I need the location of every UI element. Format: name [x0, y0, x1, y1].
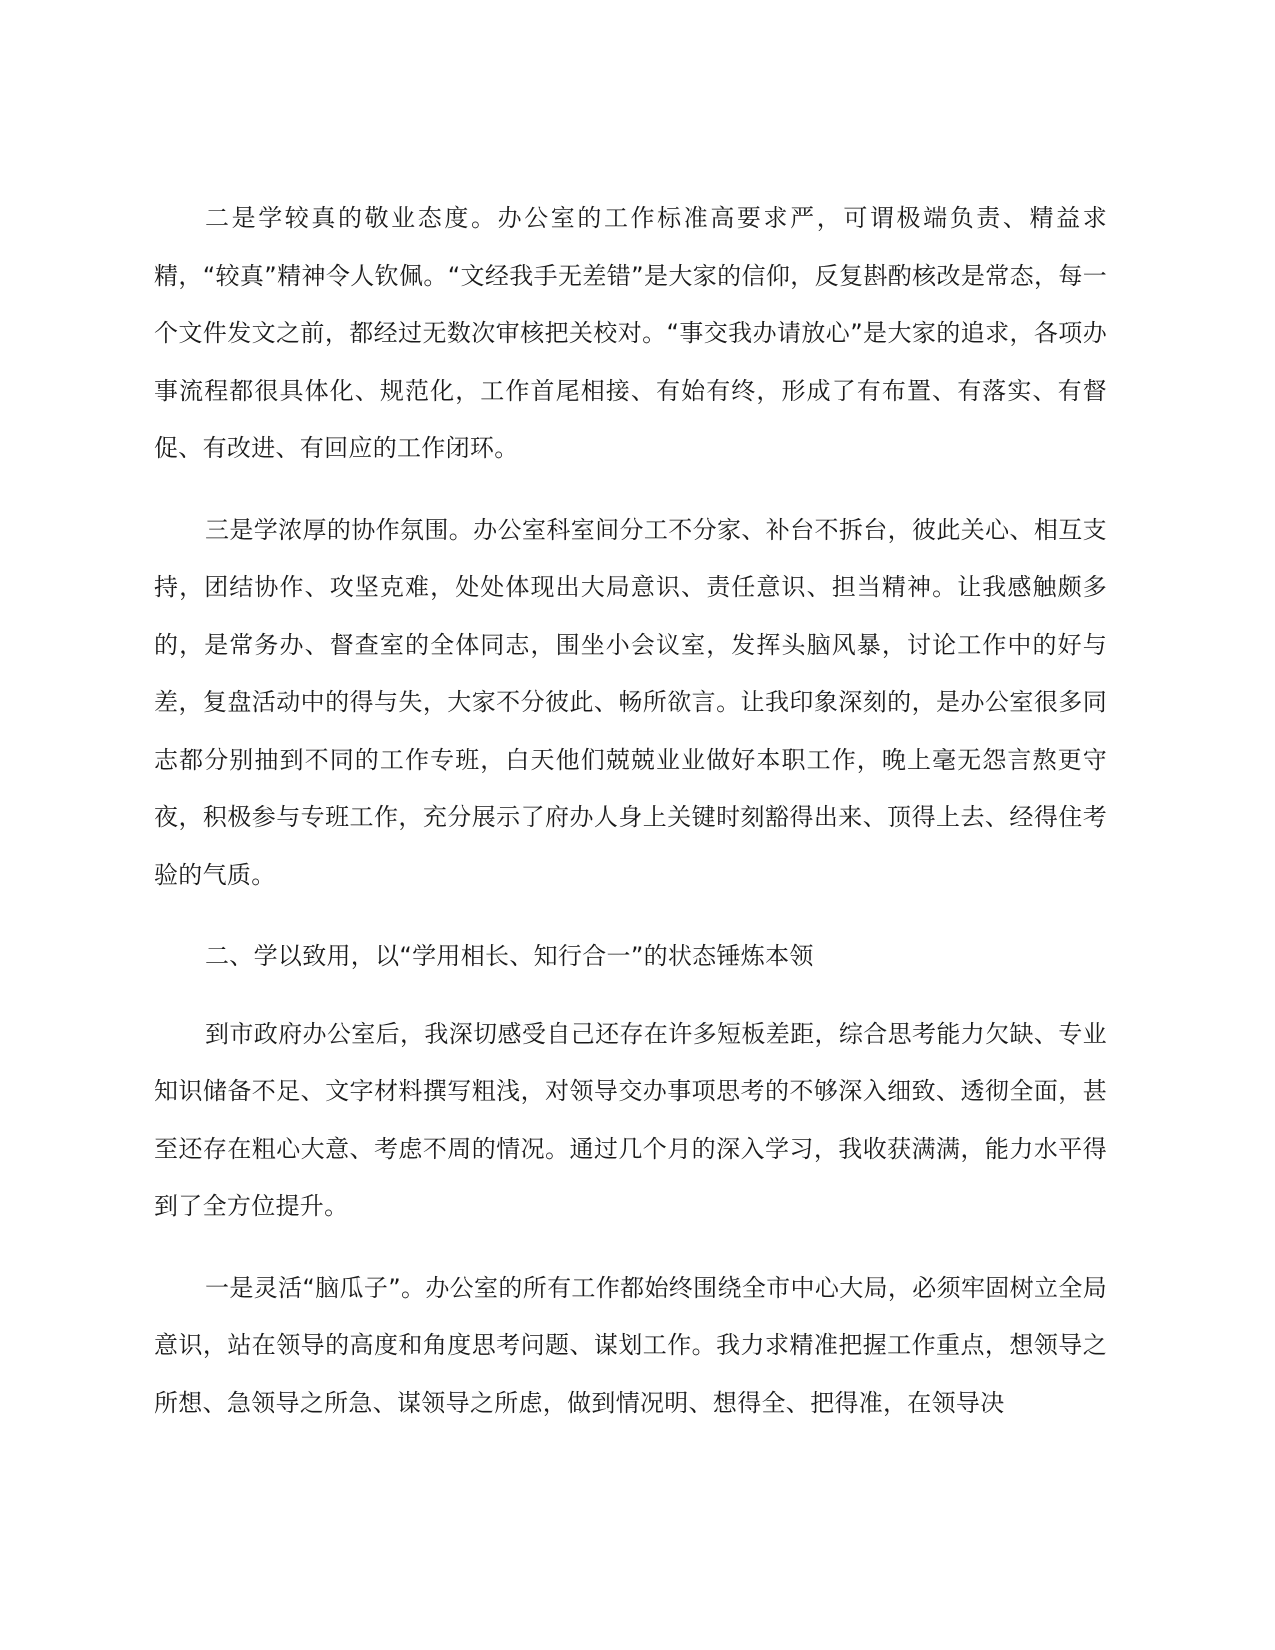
section-heading-apply-learning: 二、学以致用，以“学用相长、知行合一”的状态锤炼本领	[205, 942, 814, 970]
paragraph-collaboration-atmosphere: 三是学浓厚的协作氛围。办公室科室间分工不分家、补台不拆台，彼此关心、相互支持，团结协作、攻坚克难，处处体现出大局意识、责任意识、担当精神。让我感触颇多的，是常务办、督查室的全体同志，围坐小会议室，发挥头脑风暴，讨论工作中的好与差，复盘活动中的得与失，大家不分彼此、畅所欲言。让我印象深刻的，是办公室很多同志都分别抽到不同的工作专班，白天他们兢兢业业做好本职工作，晚上毫无怨言熬更守夜，积极参与专班工作，充分展示了府办人身上关键时刻豁得出来、顶得上去、经得住考验的气质。	[154, 515, 1107, 889]
paragraph-self-reflection: 到市政府办公室后，我深切感受自己还存在许多短板差距，综合思考能力欠缺、专业知识储备不足、文字材料撰写粗浅，对领导交办事项思考的不够深入细致、透彻全面，甚至还存在粗心大意、考虑不周的情况。通过几个月的深入学习，我收获满满，能力水平得到了全方位提升。	[154, 1019, 1107, 1220]
paragraph-flexible-thinking: 一是灵活“脑瓜子”。办公室的所有工作都始终围绕全市中心大局，必须牢固树立全局意识，站在领导的高度和角度思考问题、谋划工作。我力求精准把握工作重点，想领导之所想、急领导之所急、谋领导之所虑，做到情况明、想得全、把得准，在领导决	[154, 1273, 1107, 1417]
paragraph-dedication-attitude: 二是学较真的敬业态度。办公室的工作标准高要求严，可谓极端负责、精益求精，“较真”精神令人钦佩。“文经我手无差错”是大家的信仰，反复斟酌核改是常态，每一个文件发文之前，都经过无数次审核把关校对。“事交我办请放心”是大家的追求，各项办事流程都很具体化、规范化，工作首尾相接、有始有终，形成了有布置、有落实、有督促、有改进、有回应的工作闭环。	[154, 204, 1107, 462]
